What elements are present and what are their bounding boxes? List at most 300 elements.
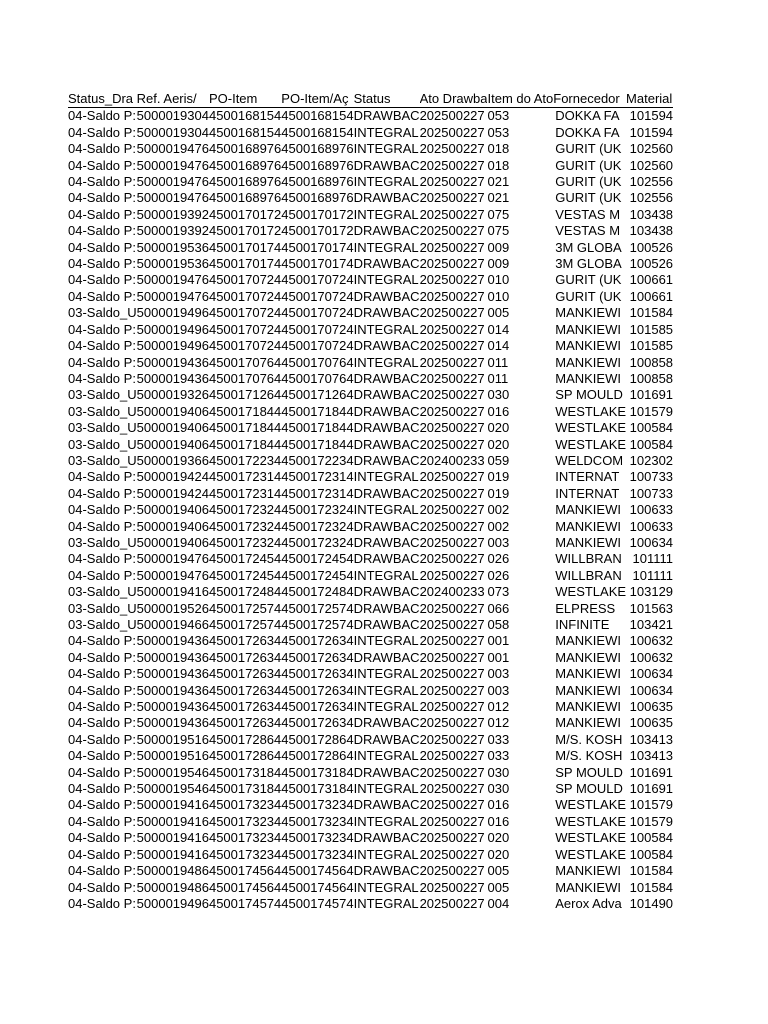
cell-po-item: 4500172454 xyxy=(208,551,282,567)
table-row xyxy=(68,863,673,879)
cell-status: INTEGRAL xyxy=(353,239,419,255)
table-row xyxy=(68,666,673,682)
cell-po-item-acao: 4500168154 xyxy=(281,108,354,124)
cell-po-item-acao: 4500170724 xyxy=(281,338,354,354)
cell-po-item-acao: 4500173234 xyxy=(281,797,354,813)
cell-ref-aeris: 5000019526 xyxy=(136,600,209,616)
cell-material: 100526 xyxy=(629,256,674,272)
cell-material: 101563 xyxy=(629,600,674,616)
cell-ato-drawback: 202400233 xyxy=(419,452,485,468)
header-ref-aeris: Ref. Aeris/ xyxy=(137,91,209,108)
cell-status-drawback: 04-Saldo P: xyxy=(68,764,136,780)
cell-ato-drawback: 202500227 xyxy=(419,420,485,436)
cell-ref-aeris: 5000019486 xyxy=(136,863,209,879)
table-row xyxy=(68,781,673,797)
cell-status: INTEGRAL xyxy=(353,272,419,288)
cell-ref-aeris: 5000019416 xyxy=(136,797,209,813)
cell-fornecedor: MANKIEWI xyxy=(555,354,621,370)
header-ato-drawback: Ato Drawba xyxy=(419,91,488,106)
cell-ref-aeris: 5000019424 xyxy=(136,469,209,485)
cell-item-do-ato: 073 xyxy=(487,584,510,600)
cell-po-item-acao: 4500174564 xyxy=(281,863,354,879)
cell-ato-drawback: 202500227 xyxy=(419,321,485,337)
cell-status: DRAWBAC xyxy=(353,108,420,124)
cell-po-item: 4500170174 xyxy=(208,239,282,255)
cell-po-item-acao: 4500172484 xyxy=(281,584,354,600)
cell-material: 101691 xyxy=(629,387,674,403)
cell-material: 101691 xyxy=(629,781,674,797)
cell-po-item: 4500172324 xyxy=(208,534,282,550)
cell-item-do-ato: 021 xyxy=(487,190,510,206)
cell-material: 101584 xyxy=(629,879,674,895)
table-row xyxy=(68,437,673,453)
cell-po-item: 4500170724 xyxy=(208,305,282,321)
cell-po-item-acao: 4500172634 xyxy=(281,715,354,731)
cell-status-drawback: 04-Saldo P: xyxy=(68,813,136,829)
cell-ref-aeris: 5000019392 xyxy=(136,206,209,222)
cell-ato-drawback: 202500227 xyxy=(419,338,485,354)
table-row xyxy=(68,633,673,649)
table-row xyxy=(68,732,673,748)
cell-ato-drawback: 202500227 xyxy=(419,781,485,797)
cell-po-item-acao: 4500172454 xyxy=(281,551,354,567)
cell-fornecedor: SP MOULD xyxy=(555,387,623,403)
cell-fornecedor: MANKIEWI xyxy=(555,666,621,682)
cell-item-do-ato: 011 xyxy=(487,370,509,386)
cell-item-do-ato: 003 xyxy=(487,534,510,550)
cell-po-item-acao: 4500173234 xyxy=(281,846,354,862)
cell-ato-drawback: 202500227 xyxy=(419,256,485,272)
cell-po-item-acao: 4500174564 xyxy=(281,879,354,895)
cell-po-item: 4500172634 xyxy=(208,649,282,665)
cell-item-do-ato: 004 xyxy=(487,895,510,911)
cell-fornecedor: DOKKA FA xyxy=(555,108,620,124)
cell-material: 100526 xyxy=(629,239,674,255)
cell-status: DRAWBAC xyxy=(353,649,420,665)
cell-po-item: 4500174574 xyxy=(208,895,282,911)
cell-fornecedor: WESTLAKE xyxy=(555,584,627,600)
table-row xyxy=(68,486,673,502)
cell-material: 102560 xyxy=(629,141,674,157)
table-row xyxy=(68,387,673,403)
cell-ref-aeris: 5000019546 xyxy=(136,781,209,797)
cell-fornecedor: MANKIEWI xyxy=(555,715,621,731)
cell-ato-drawback: 202500227 xyxy=(419,174,485,190)
cell-material: 103129 xyxy=(629,584,674,600)
cell-po-item: 4500172484 xyxy=(208,584,282,600)
cell-ato-drawback: 202500227 xyxy=(419,617,485,632)
header-po-item-acao: PO-Item/Aç xyxy=(281,91,353,108)
cell-ato-drawback: 202500227 xyxy=(419,715,485,731)
cell-material: 100584 xyxy=(629,846,674,862)
cell-status-drawback: 04-Saldo P: xyxy=(68,239,136,255)
cell-status-drawback: 03-Saldo_U xyxy=(68,387,137,403)
cell-status: DRAWBAC xyxy=(353,534,420,550)
cell-material: 100733 xyxy=(629,469,674,485)
cell-status-drawback: 04-Saldo P: xyxy=(68,551,136,567)
cell-fornecedor: MANKIEWI xyxy=(555,699,621,715)
cell-ref-aeris: 5000019466 xyxy=(136,617,209,632)
cell-fornecedor: GURIT (UK xyxy=(555,288,622,304)
table-row xyxy=(68,617,673,633)
table-row xyxy=(68,355,673,371)
cell-fornecedor: ELPRESS xyxy=(555,600,616,616)
cell-material: 101579 xyxy=(629,403,674,419)
cell-status: INTEGRAL xyxy=(353,502,419,518)
cell-status-drawback: 03-Saldo_U xyxy=(68,403,137,419)
table-row xyxy=(68,551,673,567)
cell-po-item: 4500170172 xyxy=(208,206,282,222)
cell-item-do-ato: 001 xyxy=(487,649,510,665)
cell-item-do-ato: 002 xyxy=(487,502,510,518)
cell-item-do-ato: 066 xyxy=(487,600,510,616)
cell-po-item-acao: 4500172314 xyxy=(281,469,354,485)
cell-material: 101585 xyxy=(629,321,674,337)
cell-ato-drawback: 202500227 xyxy=(419,600,485,616)
cell-status-drawback: 03-Saldo_U xyxy=(68,452,137,468)
cell-ref-aeris: 5000019476 xyxy=(136,174,209,190)
cell-item-do-ato: 012 xyxy=(487,715,510,731)
cell-status-drawback: 04-Saldo P: xyxy=(68,830,136,846)
cell-status-drawback: 04-Saldo P: xyxy=(68,469,136,485)
cell-material: 101594 xyxy=(629,108,674,124)
cell-status-drawback: 04-Saldo P: xyxy=(68,879,136,895)
cell-item-do-ato: 005 xyxy=(487,863,510,879)
table-row xyxy=(68,519,673,535)
cell-fornecedor: WESTLAKE xyxy=(555,846,627,862)
cell-status-drawback: 04-Saldo P: xyxy=(68,715,136,731)
header-status-drawback: Status_Dra xyxy=(68,91,137,108)
cell-fornecedor: WESTLAKE xyxy=(555,797,627,813)
cell-ato-drawback: 202500227 xyxy=(419,272,485,288)
cell-material: 100584 xyxy=(629,830,674,846)
cell-item-do-ato: 010 xyxy=(487,288,510,304)
cell-ato-drawback: 202500227 xyxy=(419,666,485,682)
cell-ato-drawback: 202500227 xyxy=(419,830,485,846)
cell-ato-drawback: 202500227 xyxy=(419,813,485,829)
cell-po-item: 4500168976 xyxy=(208,174,282,190)
cell-ref-aeris: 5000019546 xyxy=(136,764,209,780)
cell-po-item: 4500172864 xyxy=(208,748,282,764)
cell-status: INTEGRAL xyxy=(353,666,419,682)
cell-item-do-ato: 059 xyxy=(487,452,510,468)
cell-item-do-ato: 011 xyxy=(487,354,509,370)
cell-status: DRAWBAC xyxy=(353,617,420,632)
cell-po-item-acao: 4500170174 xyxy=(281,256,354,272)
table-row xyxy=(68,256,673,272)
cell-material: 100634 xyxy=(629,534,674,550)
cell-po-item-acao: 4500168976 xyxy=(281,174,354,190)
cell-po-item-acao: 4500170172 xyxy=(281,206,354,222)
cell-po-item: 4500170724 xyxy=(208,288,282,304)
cell-ato-drawback: 202500227 xyxy=(419,731,485,747)
cell-po-item: 4500168976 xyxy=(208,190,282,206)
table-row xyxy=(68,502,673,518)
cell-po-item-acao: 4500171264 xyxy=(281,387,354,403)
cell-po-item-acao: 4500168154 xyxy=(281,124,354,140)
cell-po-item: 4500173234 xyxy=(208,830,282,846)
cell-po-item: 4500170724 xyxy=(208,321,282,337)
cell-status: DRAWBAC xyxy=(353,223,420,239)
cell-ref-aeris: 5000019476 xyxy=(136,551,209,567)
cell-material: 101111 xyxy=(632,551,674,567)
cell-po-item: 4500170174 xyxy=(208,256,282,272)
cell-item-do-ato: 016 xyxy=(487,797,510,813)
cell-status: INTEGRAL xyxy=(353,781,419,797)
cell-ato-drawback: 202500227 xyxy=(419,551,485,567)
cell-fornecedor: 3M GLOBA xyxy=(555,239,622,255)
cell-po-item-acao: 4500170174 xyxy=(281,239,354,255)
table-row xyxy=(68,289,673,305)
cell-ref-aeris: 5000019496 xyxy=(136,321,209,337)
cell-ref-aeris: 5000019516 xyxy=(136,731,209,747)
cell-ato-drawback: 202500227 xyxy=(419,141,485,157)
cell-material: 100584 xyxy=(629,436,674,452)
header-row xyxy=(68,91,673,108)
cell-status-drawback: 03-Saldo_U xyxy=(68,420,137,436)
cell-ref-aeris: 5000019406 xyxy=(136,534,209,550)
cell-status: INTEGRAL xyxy=(353,206,419,222)
cell-fornecedor: MANKIEWI xyxy=(555,863,621,879)
table-row xyxy=(68,568,673,584)
cell-material: 100661 xyxy=(629,272,674,288)
cell-ato-drawback: 202500227 xyxy=(419,485,485,501)
cell-ref-aeris: 5000019304 xyxy=(136,124,209,140)
cell-status: INTEGRAL xyxy=(353,633,419,649)
cell-fornecedor: M/S. KOSH xyxy=(555,731,623,747)
header-material: Material xyxy=(626,91,673,106)
cell-po-item: 4500173234 xyxy=(208,797,282,813)
table-row xyxy=(68,880,673,896)
cell-material: 102302 xyxy=(629,452,674,468)
cell-po-item: 4500173234 xyxy=(208,813,282,829)
cell-po-item-acao: 4500171844 xyxy=(281,436,354,452)
cell-po-item-acao: 4500168976 xyxy=(281,141,354,157)
cell-material: 100661 xyxy=(629,288,674,304)
cell-status: DRAWBAC xyxy=(353,584,420,600)
cell-status: DRAWBAC xyxy=(353,797,420,813)
cell-status-drawback: 04-Saldo P: xyxy=(68,190,136,206)
cell-ato-drawback: 202500227 xyxy=(419,863,485,879)
cell-fornecedor: WILLBRAN xyxy=(555,551,622,567)
cell-ato-drawback: 202500227 xyxy=(419,764,485,780)
cell-ato-drawback: 202500227 xyxy=(419,108,485,124)
table-row xyxy=(68,650,673,666)
cell-po-item: 4500172574 xyxy=(208,600,282,616)
cell-status: DRAWBAC xyxy=(353,338,420,354)
cell-item-do-ato: 020 xyxy=(487,830,510,846)
cell-material: 103413 xyxy=(629,748,674,764)
cell-material: 101585 xyxy=(629,338,674,354)
cell-material: 100584 xyxy=(629,420,674,436)
cell-ato-drawback: 202500227 xyxy=(419,436,485,452)
cell-status-drawback: 04-Saldo P: xyxy=(68,370,136,386)
cell-status-drawback: 04-Saldo P: xyxy=(68,338,136,354)
cell-status: DRAWBAC xyxy=(353,715,420,731)
cell-po-item-acao: 4500170724 xyxy=(281,272,354,288)
cell-ref-aeris: 5000019496 xyxy=(136,338,209,354)
cell-fornecedor: SP MOULD xyxy=(555,781,623,797)
cell-po-item: 4500172634 xyxy=(208,666,282,682)
cell-material: 100633 xyxy=(629,502,674,518)
cell-status-drawback: 04-Saldo P: xyxy=(68,157,136,173)
cell-po-item-acao: 4500172324 xyxy=(281,534,354,550)
cell-status-drawback: 04-Saldo P: xyxy=(68,666,136,682)
cell-fornecedor: GURIT (UK xyxy=(555,190,622,206)
cell-ato-drawback: 202500227 xyxy=(419,288,485,304)
cell-fornecedor: MANKIEWI xyxy=(555,370,621,386)
cell-po-item: 4500172454 xyxy=(208,567,282,583)
cell-item-do-ato: 005 xyxy=(487,305,510,321)
cell-ato-drawback: 202500227 xyxy=(419,124,485,140)
cell-po-item: 4500171844 xyxy=(208,420,282,436)
cell-material: 101584 xyxy=(629,863,674,879)
cell-material: 102560 xyxy=(629,157,674,173)
cell-ref-aeris: 5000019536 xyxy=(136,256,209,272)
table-row xyxy=(68,272,673,288)
cell-material: 101691 xyxy=(629,764,674,780)
cell-po-item: 4500172314 xyxy=(208,485,282,501)
cell-material: 100635 xyxy=(629,699,674,715)
cell-ref-aeris: 5000019406 xyxy=(136,420,209,436)
cell-ref-aeris: 5000019436 xyxy=(136,354,209,370)
cell-material: 103413 xyxy=(629,731,674,747)
cell-ref-aeris: 5000019436 xyxy=(136,682,209,698)
cell-status: INTEGRAL xyxy=(353,321,419,337)
cell-po-item-acao: 4500174574 xyxy=(281,895,354,911)
cell-item-do-ato: 019 xyxy=(487,469,510,485)
cell-po-item: 4500170764 xyxy=(208,354,282,370)
cell-ato-drawback: 202500227 xyxy=(419,157,485,173)
cell-po-item: 4500170172 xyxy=(208,223,282,239)
cell-ref-aeris: 5000019436 xyxy=(136,633,209,649)
table-row xyxy=(68,699,673,715)
cell-ref-aeris: 5000019436 xyxy=(136,699,209,715)
cell-status-drawback: 04-Saldo P: xyxy=(68,797,136,813)
cell-status-drawback: 04-Saldo P: xyxy=(68,272,136,288)
cell-status-drawback: 04-Saldo P: xyxy=(68,518,136,534)
cell-material: 103421 xyxy=(629,617,674,632)
cell-item-do-ato: 003 xyxy=(487,682,510,698)
cell-status: DRAWBAC xyxy=(353,731,420,747)
cell-po-item-acao: 4500172634 xyxy=(281,633,354,649)
cell-po-item-acao: 4500170764 xyxy=(281,370,354,386)
cell-po-item: 4500168154 xyxy=(208,124,282,140)
cell-fornecedor: WELDCOM xyxy=(555,452,624,468)
cell-status: DRAWBAC xyxy=(353,485,420,501)
cell-ato-drawback: 202500227 xyxy=(419,403,485,419)
cell-material: 100733 xyxy=(629,485,674,501)
cell-fornecedor: MANKIEWI xyxy=(555,682,621,698)
cell-material: 101594 xyxy=(629,124,674,140)
cell-fornecedor: SP MOULD xyxy=(555,764,623,780)
cell-item-do-ato: 020 xyxy=(487,420,510,436)
table-row xyxy=(68,158,673,174)
cell-status: DRAWBAC xyxy=(353,863,420,879)
cell-ato-drawback: 202500227 xyxy=(419,206,485,222)
header-po-item: PO-Item xyxy=(209,91,281,108)
table-row xyxy=(68,469,673,485)
cell-status-drawback: 04-Saldo P: xyxy=(68,699,136,715)
cell-po-item: 4500173234 xyxy=(208,846,282,862)
table-row xyxy=(68,715,673,731)
cell-fornecedor: DOKKA FA xyxy=(555,124,620,140)
cell-po-item-acao: 4500170172 xyxy=(281,223,354,239)
cell-ref-aeris: 5000019536 xyxy=(136,239,209,255)
cell-status: DRAWBAC xyxy=(353,420,420,436)
cell-po-item-acao: 4500172574 xyxy=(281,600,354,616)
cell-fornecedor: MANKIEWI xyxy=(555,649,621,665)
cell-ato-drawback: 202500227 xyxy=(419,797,485,813)
table-row xyxy=(68,174,673,190)
table-row xyxy=(68,125,673,141)
table-row xyxy=(68,847,673,863)
cell-po-item-acao: 4500171844 xyxy=(281,420,354,436)
table-row xyxy=(68,584,673,600)
cell-ato-drawback: 202500227 xyxy=(419,682,485,698)
cell-item-do-ato: 058 xyxy=(487,617,510,632)
table-row xyxy=(68,322,673,338)
cell-po-item: 4500174564 xyxy=(208,863,282,879)
table-row xyxy=(68,535,673,551)
cell-status-drawback: 04-Saldo P: xyxy=(68,174,136,190)
cell-material: 100632 xyxy=(629,633,674,649)
cell-status: DRAWBAC xyxy=(353,288,420,304)
cell-status: INTEGRAL xyxy=(353,846,419,862)
cell-ref-aeris: 5000019326 xyxy=(136,387,209,403)
cell-ato-drawback: 202500227 xyxy=(419,633,485,649)
cell-po-item-acao: 4500173184 xyxy=(281,781,354,797)
table-row xyxy=(68,814,673,830)
cell-ref-aeris: 5000019406 xyxy=(136,436,209,452)
cell-fornecedor: VESTAS M xyxy=(555,223,621,239)
table-row xyxy=(68,601,673,617)
cell-status-drawback: 04-Saldo P: xyxy=(68,649,136,665)
cell-po-item-acao: 4500172324 xyxy=(281,518,354,534)
cell-status-drawback: 04-Saldo P: xyxy=(68,256,136,272)
cell-status: INTEGRAL xyxy=(353,879,419,895)
table-row xyxy=(68,896,673,912)
cell-material: 103438 xyxy=(629,206,674,222)
cell-status: DRAWBAC xyxy=(353,452,420,468)
cell-item-do-ato: 030 xyxy=(487,781,510,797)
data-table xyxy=(68,91,673,912)
cell-po-item: 4500172324 xyxy=(208,502,282,518)
cell-fornecedor: 3M GLOBA xyxy=(555,256,622,272)
cell-status: INTEGRAL xyxy=(353,748,419,764)
cell-status: INTEGRAL xyxy=(353,699,419,715)
cell-ref-aeris: 5000019416 xyxy=(136,813,209,829)
cell-ato-drawback: 202500227 xyxy=(419,223,485,239)
cell-po-item: 4500170724 xyxy=(208,272,282,288)
cell-item-do-ato: 030 xyxy=(487,387,510,403)
cell-status-drawback: 04-Saldo P: xyxy=(68,354,136,370)
cell-status-drawback: 03-Saldo_U xyxy=(68,584,137,600)
cell-item-do-ato: 016 xyxy=(487,813,510,829)
cell-item-do-ato: 003 xyxy=(487,666,510,682)
cell-status: INTEGRAL xyxy=(353,895,419,911)
table-row xyxy=(68,190,673,206)
cell-material: 100634 xyxy=(629,682,674,698)
cell-status: DRAWBAC xyxy=(353,387,420,403)
cell-status-drawback: 04-Saldo P: xyxy=(68,567,136,583)
cell-ato-drawback: 202400233 xyxy=(419,584,485,600)
cell-status-drawback: 04-Saldo P: xyxy=(68,108,136,124)
cell-ref-aeris: 5000019366 xyxy=(136,452,209,468)
cell-po-item: 4500171264 xyxy=(208,387,282,403)
cell-po-item: 4500172234 xyxy=(208,452,282,468)
cell-fornecedor: MANKIEWI xyxy=(555,321,621,337)
